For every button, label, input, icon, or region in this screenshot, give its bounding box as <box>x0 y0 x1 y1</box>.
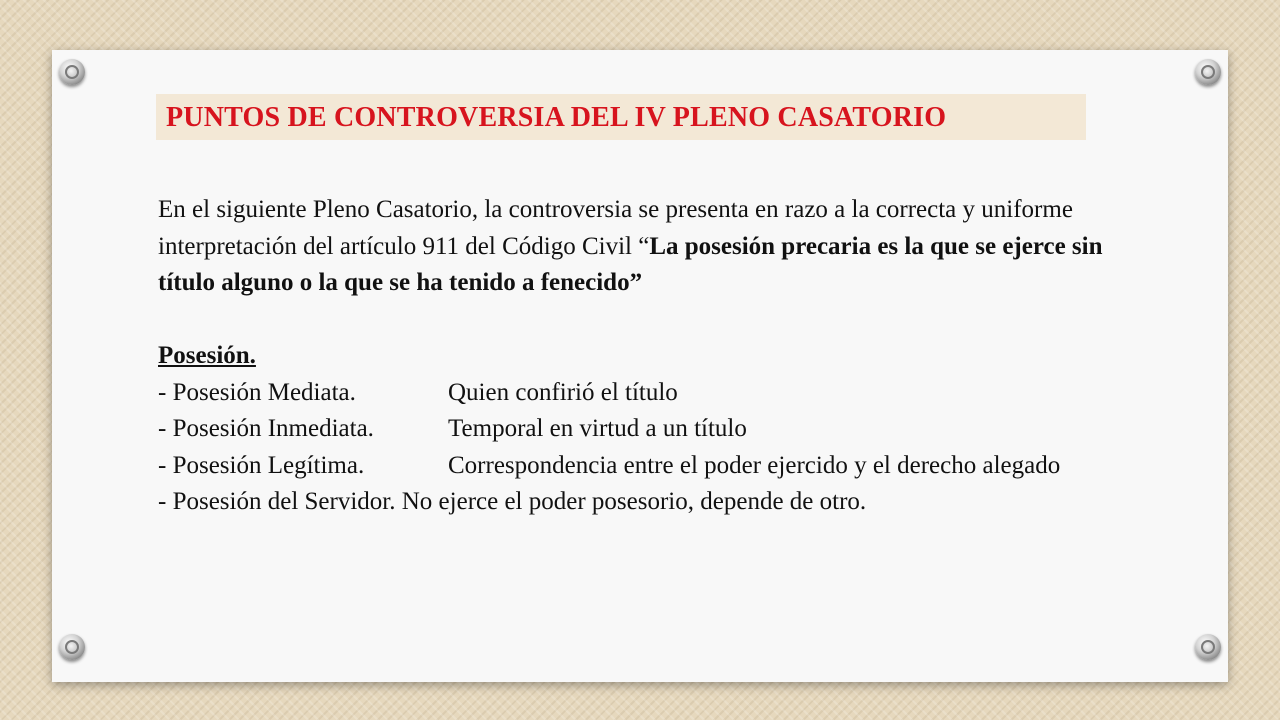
item-desc: Temporal en virtud a un título <box>448 415 747 442</box>
item-desc: Quien confirió el título <box>448 378 678 406</box>
item-desc: No ejerce el poder posesorio, depende de otro. <box>401 488 867 515</box>
pushpin-icon <box>1195 634 1221 660</box>
list-item <box>158 448 1118 485</box>
pushpin-icon <box>59 634 85 660</box>
item-term: - Posesión del Servidor. <box>158 488 396 515</box>
list-item <box>158 375 1118 412</box>
intro-paragraph <box>158 192 1118 302</box>
list-item <box>158 484 1118 521</box>
slide-body <box>158 192 1118 521</box>
intro-text: En el siguiente Pleno Casatorio, la controversia se presenta en razo a la correcta y uniforme interpretación del artículo 911 del Código Civil “ <box>158 196 1073 260</box>
item-desc: Correspondencia entre el poder ejercido y el derecho alegado <box>448 451 1061 479</box>
spacer <box>158 302 1118 339</box>
item-term: - Posesión Inmediata. <box>158 415 374 442</box>
section-heading: Posesión. <box>158 342 256 369</box>
pushpin-icon <box>59 59 85 85</box>
title-bar <box>156 94 1086 140</box>
slide-title: PUNTOS DE CONTROVERSIA DEL IV PLENO CASATORIO <box>166 102 947 133</box>
intro-quote: La posesión precaria es la que se ejerce sin título alguno o la que se ha tenido a fenecido” <box>158 232 1103 296</box>
pushpin-icon <box>1195 59 1221 85</box>
item-term: - Posesión Legítima. <box>158 451 365 479</box>
list-item <box>158 411 1118 448</box>
item-term: - Posesión Mediata. <box>158 378 356 406</box>
